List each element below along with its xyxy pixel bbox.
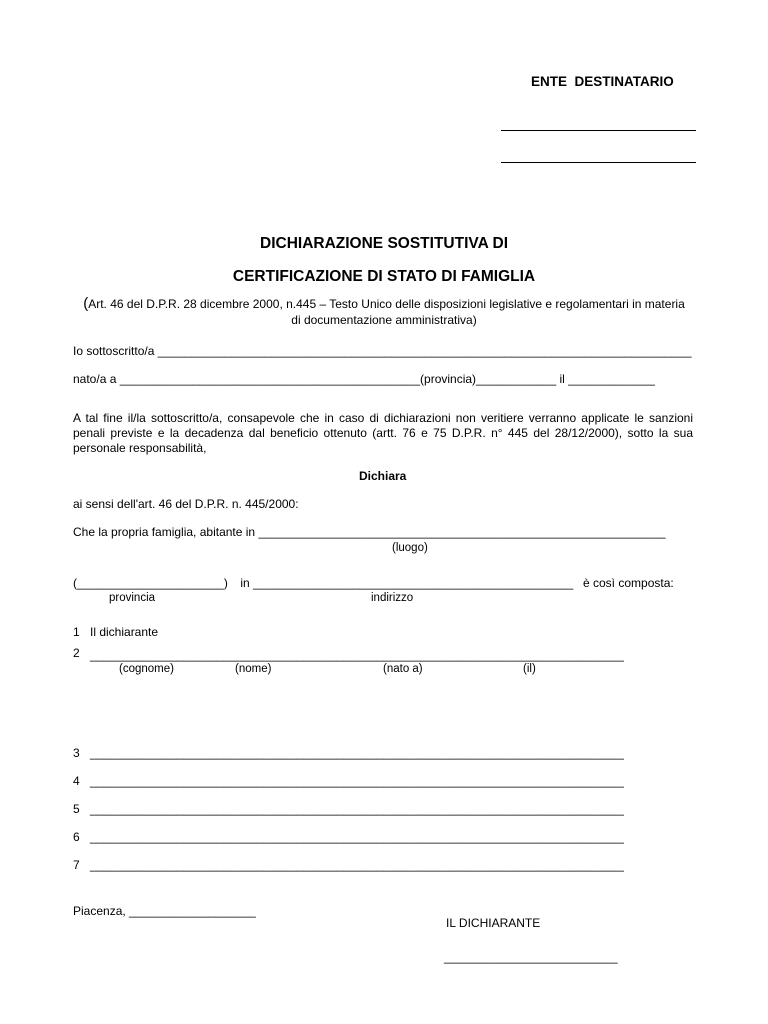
province-field[interactable]: (______________________) — [73, 576, 228, 590]
member-number: 6 — [73, 830, 80, 844]
signature-field[interactable]: __________________________ — [444, 950, 618, 964]
recipient-line-2[interactable] — [501, 162, 696, 163]
document-title-line-2: CERTIFICAZIONE DI STATO DI FAMIGLIA — [232, 268, 536, 285]
member-number: 4 — [73, 774, 80, 788]
member-number: 2 — [73, 646, 80, 660]
member-field[interactable]: ________________________________________________________________________________ — [90, 830, 624, 844]
member-declarant: Il dichiarante — [90, 625, 159, 639]
declaration-heading: Dichiara — [359, 469, 407, 483]
undersigned-field[interactable]: Io sottoscritto/a ________________________________________________________________________________ — [73, 344, 692, 358]
name-label: (nome) — [235, 663, 272, 675]
legal-reference — [80, 296, 688, 328]
law-reference: ai sensi dell'art. 46 del D.P.R. n. 445/2000: — [73, 497, 299, 511]
surname-label: (cognome) — [119, 663, 174, 675]
member-field[interactable]: ________________________________________________________________________________ — [90, 774, 624, 788]
date-label: (il) — [523, 663, 536, 675]
place-label: (luogo) — [392, 542, 428, 554]
legal-reference-text: Art. 46 del D.P.R. 28 dicembre 2000, n.445 – Testo Unico delle disposizioni legislative e regolamentari in materia di documentazione amministrativa) — [88, 297, 685, 327]
member-number: 1 — [73, 625, 80, 639]
member-field[interactable]: ________________________________________________________________________________ — [90, 802, 624, 816]
member-number: 3 — [73, 746, 80, 760]
address-field[interactable]: in ________________________________________________ — [237, 576, 574, 590]
legal-reference-paren: ( — [83, 295, 89, 312]
member-number: 5 — [73, 802, 80, 816]
place-date-field[interactable]: Piacenza, ___________________ — [73, 904, 256, 918]
residence-field[interactable]: Che la propria famiglia, abitante in _____________________________________________________________ — [73, 525, 666, 539]
member-number: 7 — [73, 858, 80, 872]
signatory-label: IL DICHIARANTE — [446, 916, 541, 930]
birth-field[interactable]: nato/a a _____________________________________________(provincia)____________ il _____________ — [73, 372, 655, 386]
document-title-line-1: DICHIARAZIONE SOSTITUTIVA DI — [260, 235, 508, 252]
member-field[interactable]: ________________________________________________________________________________ — [90, 746, 624, 760]
composition-text: è così composta: — [583, 576, 674, 590]
recipient-line-1[interactable] — [501, 130, 696, 131]
member-field[interactable]: ________________________________________________________________________________ — [90, 858, 624, 872]
member-field[interactable]: ________________________________________________________________________________ — [90, 648, 624, 662]
born-in-label: (nato a) — [383, 663, 423, 675]
province-label: provincia — [109, 592, 156, 604]
declaration-paragraph: A tal fine il/la sottoscritto/a, consapevole che in caso di dichiarazioni non veritiere verranno applicate le sanzioni penali previste e la decadenza dal beneficio ottenuto (artt. 76 e 75 D.P.R. n° 445 del 28/12/2000), sotto la sua personale responsabilità, — [73, 411, 693, 455]
recipient-heading: ENTE DESTINATARIO — [531, 74, 674, 89]
address-label: indirizzo — [371, 592, 414, 604]
